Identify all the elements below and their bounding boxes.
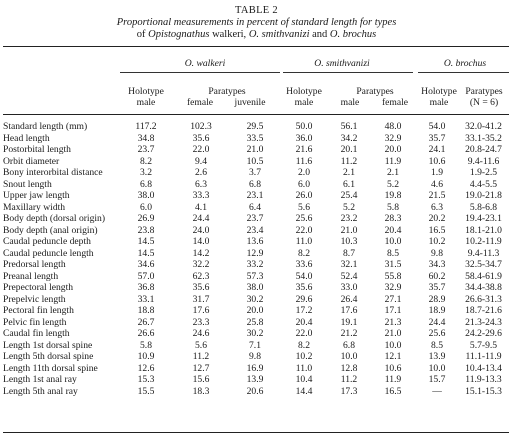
measurement-value: 5.8-6.8 [469,201,498,213]
brochus-paratypes-count: (N = 6) [469,97,499,108]
measurement-label: Prepelvic length [3,293,66,305]
table-row [3,328,509,340]
measurement-value: 33.5 [246,132,264,144]
measurement-value: 5.7-9.5 [469,339,498,351]
measurement-value: 24.1 [428,144,446,155]
measurement-value: 29.5 [246,121,264,132]
measurement-value: 10.4-13.4 [465,362,502,374]
measurement-value: 32.5-34.7 [465,259,502,270]
measurement-value: 5.8 [140,339,152,351]
measurement-label: Body depth (dorsal origin) [3,213,106,224]
measurement-value: 12.9 [246,247,264,259]
measurement-label: Pectoral fin length [3,305,74,316]
measurement-value: 35.7 [428,282,446,293]
measurement-value: 11.2 [340,155,358,167]
measurement-value: 26.9 [137,213,155,224]
measurement-value: 10.5 [246,155,264,167]
measurement-value: 35.6 [192,132,210,144]
measurement-value: 2.1 [343,167,355,178]
table-row [3,340,509,352]
table-row [3,351,509,363]
measurements-body [3,121,509,397]
measurement-value: 8.5 [387,247,399,259]
measurement-value: 55.8 [384,270,402,282]
measurement-value: 20.0 [246,305,264,316]
table-row [3,236,509,248]
measurement-value: 54.0 [295,270,313,282]
measurement-value: 20.8-24.7 [465,144,502,155]
table-row [3,282,509,294]
measurement-value: 18.9 [428,305,446,316]
measurement-value: 25.4 [340,190,358,201]
measurement-value: 33.0 [340,282,358,293]
measurement-value: 6.3 [195,178,207,190]
measurement-value: 35.6 [295,282,313,293]
measurement-value: 24.0 [192,224,210,236]
measurement-value: 20.4 [384,224,402,236]
smithvanizi-paratypes-label: Paratypes [356,86,394,97]
measurement-label: Length 5th dorsal spine [3,351,94,362]
measurement-label: Pelvic fin length [3,316,67,328]
measurement-value: 9.4-11.3 [467,247,500,259]
measurement-value: 22.0 [192,144,210,155]
measurement-value: 14.2 [192,247,210,259]
smithvanizi-paratype-male: male [340,97,360,108]
measurement-value: 34.3 [428,259,446,270]
measurement-value: 11.9-13.3 [465,374,502,385]
table-row [3,363,509,375]
walkeri-paratypes-label: Paratypes [208,86,246,97]
measurement-value: 23.1 [246,190,264,201]
measurement-value: 23.2 [340,213,358,224]
measurements-table [3,121,509,397]
measurement-label: Length 1st dorsal spine [3,339,93,351]
measurement-value: 31.5 [384,259,402,270]
measurement-value: 21.0 [384,328,402,339]
table-row [3,121,509,133]
measurement-value: 9.8 [249,351,261,362]
measurement-value: 35.7 [428,132,446,144]
measurement-value: 15.1-15.3 [465,385,502,397]
measurement-value: 38.0 [137,190,155,201]
measurement-value: 48.0 [384,121,402,132]
measurement-value: 12.8 [340,362,358,374]
measurement-value: 13.6 [246,236,264,247]
measurement-value: 11.2 [340,374,358,385]
measurement-value: 10.0 [384,339,402,351]
measurement-value: 22.0 [295,224,313,236]
measurement-value: 13.9 [246,374,264,385]
measurement-label: Caudal peduncle length [3,247,94,259]
measurement-value: 50.0 [295,121,313,132]
measurement-value: 17.2 [295,305,313,316]
measurement-value: 10.6 [384,362,402,374]
measurement-label: Snout length [3,178,52,190]
table-row [3,386,509,398]
caption-walkeri: walkeri, [209,29,249,40]
measurement-value: 13.9 [428,351,446,362]
measurement-value: 8.2 [298,339,310,351]
measurement-value: 6.3 [431,201,443,213]
measurement-value: 57.3 [246,270,264,282]
measurement-value: 31.7 [192,293,210,305]
measurement-value: 33.2 [246,259,264,270]
measurement-value: 26.0 [295,190,313,201]
species-header-brochus: O. brochus [443,58,487,69]
measurement-value: 17.3 [340,385,358,397]
caption-genus: Opistognathus [148,29,210,40]
measurement-value: 4.4-5.5 [469,178,498,190]
measurement-value: 4.6 [431,178,443,190]
measurement-value: 17.1 [384,305,402,316]
measurement-value: 117.2 [135,121,157,132]
measurement-value: 6.1 [343,178,355,190]
measurement-value: 20.2 [428,213,446,224]
measurement-value: 5.6 [298,201,310,213]
measurement-value: 14.4 [295,385,313,397]
measurement-value: 32.9 [384,282,402,293]
measurement-value: 4.1 [195,201,207,213]
table-row [3,259,509,271]
top-rule [3,46,509,47]
measurement-label: Maxillary width [3,201,66,213]
measurement-value: 34.4-38.8 [465,282,502,293]
measurement-value: 11.1-11.9 [465,351,502,362]
measurement-value: 32.0-41.2 [465,121,502,132]
measurement-value: 56.1 [340,121,358,132]
species-underline-walkeri [120,72,280,73]
measurement-value: 17.6 [192,305,210,316]
measurement-value: 3.2 [140,167,152,178]
measurement-value: 1.9 [431,167,443,178]
table-row [3,213,509,225]
measurement-value: 8.2 [140,155,152,167]
measurement-value: 19.0-21.8 [465,190,502,201]
measurement-value: 2.0 [298,167,310,178]
measurement-value: 18.8 [137,305,155,316]
measurement-value: 25.6 [295,213,313,224]
measurement-value: 35.6 [192,282,210,293]
measurement-value: 10.4 [295,374,313,385]
brochus-paratypes-label: Paratypes [465,86,503,97]
table-row [3,248,509,260]
measurement-value: 18.3 [192,385,210,397]
measurement-value: 32.2 [192,259,210,270]
measurement-value: 21.3-24.3 [465,316,502,328]
measurement-value: 10.2 [428,236,446,247]
measurement-value: 11.9 [384,374,402,385]
measurement-value: 26.4 [340,293,358,305]
measurement-value: 5.2 [343,201,355,213]
measurement-value: 5.8 [387,201,399,213]
measurement-value: 28.3 [384,213,402,224]
table-row [3,179,509,191]
measurement-value: 21.3 [384,316,402,328]
measurement-value: 23.4 [246,224,264,236]
measurement-value: 10.9 [137,351,155,362]
measurement-value: 30.2 [246,293,264,305]
measurement-value: 20.6 [246,385,264,397]
measurement-value: 10.2 [295,351,313,362]
measurement-value: 7.1 [249,339,261,351]
measurement-value: 21.0 [340,224,358,236]
measurement-value: 24.6 [192,328,210,339]
measurement-value: 20.0 [384,144,402,155]
table-row [3,133,509,145]
measurement-value: 12.6 [137,362,155,374]
species-header-walkeri: O. walkeri [184,58,226,69]
measurement-value: 10.0 [384,236,402,247]
measurement-value: 5.2 [387,178,399,190]
measurement-value: 9.4-11.6 [467,155,500,167]
table-row [3,305,509,317]
measurement-label: Standard length (mm) [3,121,88,132]
header-rule [3,114,509,115]
measurement-value: 16.9 [246,362,264,374]
measurement-value: 102.3 [190,121,212,132]
measurement-value: 27.1 [384,293,402,305]
measurement-value: 32.1 [340,259,358,270]
measurement-value: 26.7 [137,316,155,328]
measurement-value: 21.2 [340,328,358,339]
measurement-value: 14.5 [137,236,155,247]
measurement-value: 15.5 [137,385,155,397]
measurement-value: 2.6 [195,167,207,178]
measurement-label: Length 11th dorsal spine [3,362,98,374]
measurement-value: 36.0 [295,132,313,144]
measurement-value: 3.7 [249,167,261,178]
measurement-value: 15.3 [137,374,155,385]
measurement-value: 18.1-21.0 [465,224,502,236]
measurement-value: 57.0 [137,270,155,282]
measurement-value: 29.6 [295,293,313,305]
measurement-value: 24.4 [192,213,210,224]
measurement-value: 58.4-61.9 [465,270,502,282]
measurement-value: 33.1 [137,293,155,305]
measurement-value: 5.6 [195,339,207,351]
table-row [3,167,509,179]
caption-and: and [309,29,330,40]
measurement-value: 1.9-2.5 [469,167,498,178]
smithvanizi-holotype-label: Holotype [286,86,322,97]
measurement-value: 11.0 [295,362,313,374]
measurement-value: 24.2-29.6 [465,328,502,339]
measurement-value: 21.5 [428,190,446,201]
measurement-value: 33.1-35.2 [465,132,502,144]
measurement-value: 23.3 [192,316,210,328]
measurement-label: Length 5th anal ray [3,385,78,397]
measurement-value: 18.7-21.6 [465,305,502,316]
measurement-value: 6.8 [343,339,355,351]
table-subtitle-species [0,29,513,41]
measurement-value: 15.7 [428,374,446,385]
measurement-value: 15.6 [192,374,210,385]
species-underline-brochus [418,72,509,73]
measurement-value: 34.6 [137,259,155,270]
caption-brochus: O. brochus [329,29,377,40]
measurement-label: Postorbital length [3,144,71,155]
measurement-value: 12.7 [192,362,210,374]
measurement-value: 6.8 [249,178,261,190]
measurement-value: 62.3 [192,270,210,282]
species-underline-smithvanizi [283,72,413,73]
measurement-value: 8.2 [298,247,310,259]
measurement-value: 23.8 [137,224,155,236]
measurement-value: 10.0 [340,351,358,362]
measurement-value: 17.6 [340,305,358,316]
smithvanizi-holotype-sex: male [294,97,314,108]
table-row [3,317,509,329]
table-row [3,190,509,202]
measurement-value: 8.7 [343,247,355,259]
measurement-value: 60.2 [428,270,446,282]
measurement-label: Length 1st anal ray [3,374,77,385]
bottom-rule [3,432,509,433]
measurement-value: 26.6 [137,328,155,339]
measurement-value: 6.4 [249,201,261,213]
measurement-value: 11.6 [295,155,313,167]
measurement-value: 19.8 [384,190,402,201]
measurement-value: 38.0 [246,282,264,293]
walkeri-holotype-label: Holotype [128,86,164,97]
species-header-smithvanizi: O. smithvanizi [314,58,370,69]
measurement-label: Orbit diameter [3,155,60,167]
measurement-value: 10.2-11.9 [465,236,502,247]
measurement-value: 36.8 [137,282,155,293]
measurement-value: 32.9 [384,132,402,144]
measurement-value: 14.5 [137,247,155,259]
measurement-value: 6.0 [140,201,152,213]
walkeri-holotype-sex: male [136,97,156,108]
measurement-value: 12.1 [384,351,402,362]
measurement-label: Caudal peduncle depth [3,236,91,247]
measurement-value: 6.8 [140,178,152,190]
measurement-value: 26.6-31.3 [465,293,502,305]
measurement-label: Prepectoral length [3,282,74,293]
measurement-label: Predorsal length [3,259,66,270]
smithvanizi-paratype-female: female [381,97,409,108]
measurement-value: 25.6 [428,328,446,339]
table-row [3,374,509,386]
table-row [3,156,509,168]
table-subtitle: Proportional measurements in percent of standard length for types [116,17,397,28]
measurement-value: 16.5 [428,224,446,236]
measurement-value: 21.0 [246,144,264,155]
caption-prefix: of [136,29,149,40]
measurement-value: 6.0 [298,178,310,190]
measurement-value: 16.5 [384,385,402,397]
table-title: TABLE 2 [235,5,278,16]
measurement-value: 33.6 [295,259,313,270]
measurement-value: 33.3 [192,190,210,201]
walkeri-paratype-juvenile: juvenile [234,97,266,108]
measurement-value: 20.4 [295,316,313,328]
table-row [3,225,509,237]
caption-smithvanizi: O. smithvanizi [248,29,310,40]
measurement-label: Caudal fin length [3,328,70,339]
measurement-value: 24.4 [428,316,446,328]
measurement-value: 9.4 [195,155,207,167]
measurement-value: 8.5 [431,339,443,351]
table-row [3,202,509,214]
measurement-value: 54.0 [428,121,446,132]
measurement-value: — [432,385,442,397]
measurement-value: 52.4 [340,270,358,282]
measurement-label: Head length [3,132,50,144]
measurement-value: 22.0 [295,328,313,339]
measurement-value: 2.1 [387,167,399,178]
measurement-label: Upper jaw length [3,190,70,201]
measurement-value: 23.7 [137,144,155,155]
measurement-value: 25.8 [246,316,264,328]
measurement-value: 34.8 [137,132,155,144]
measurement-value: 11.0 [295,236,313,247]
measurement-value: 10.3 [340,236,358,247]
measurement-value: 11.9 [384,155,402,167]
measurement-value: 9.8 [431,247,443,259]
brochus-holotype-label: Holotype [421,86,457,97]
measurement-label: Bony interorbital distance [3,167,103,178]
table-row [3,144,509,156]
measurement-label: Body depth (anal origin) [3,224,98,236]
walkeri-paratype-female: female [186,97,214,108]
measurement-value: 30.2 [246,328,264,339]
measurement-value: 23.7 [246,213,264,224]
measurement-value: 28.9 [428,293,446,305]
measurement-value: 21.6 [295,144,313,155]
measurement-value: 10.0 [428,362,446,374]
measurement-value: 19.1 [340,316,358,328]
measurement-value: 14.0 [192,236,210,247]
measurement-value: 11.2 [192,351,210,362]
table-row [3,294,509,306]
measurement-value: 34.2 [340,132,358,144]
measurement-value: 20.1 [340,144,358,155]
brochus-holotype-sex: male [429,97,449,108]
table-row [3,271,509,283]
measurement-label: Preanal length [3,270,59,282]
measurement-value: 10.6 [428,155,446,167]
measurement-value: 19.4-23.1 [465,213,502,224]
